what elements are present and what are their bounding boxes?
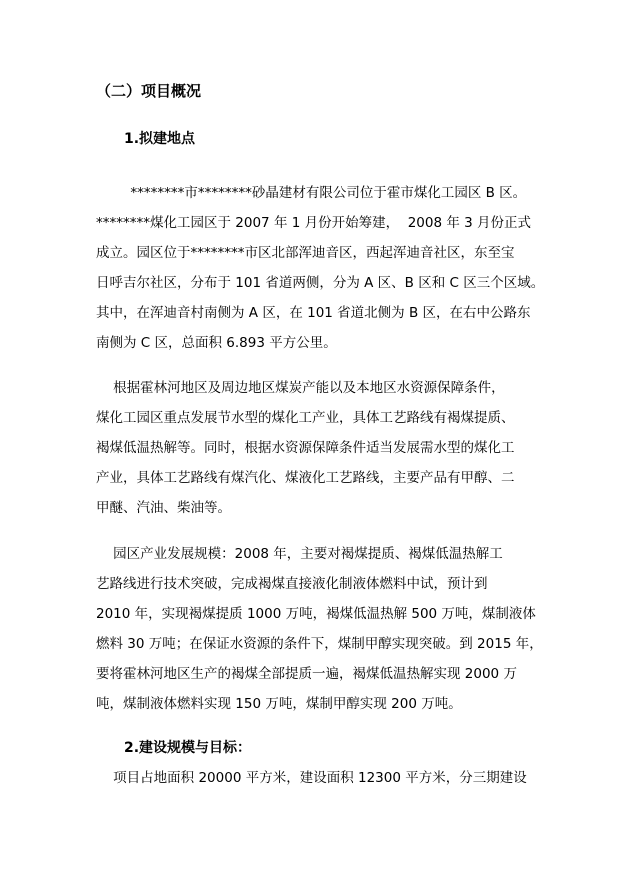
paragraph-scale [96,539,546,719]
section-title: （二）项目概况 [96,82,202,100]
paragraph-industry [96,373,546,523]
paragraph-line: 吨，煤制液体燃料实现 150 万吨，煤制甲醇实现 200 万吨。 [96,696,462,712]
paragraph-line: 褐煤低温热解等。同时，根据水资源保障条件适当发展需水型的煤化工 [96,440,515,456]
paragraph-line: 2010 年，实现褐煤提质 1000 万吨，褐煤低温热解 500 万吨，煤制液体 [96,606,536,622]
subsection-title-location: 1.拟建地点 [124,131,196,147]
paragraph-line: ********市********砂晶建材有限公司位于霍市煤化工园区 B 区。 [96,185,527,201]
paragraph-line: 煤化工园区重点发展节水型的煤化工产业，具体工艺路线有褐煤提质、 [96,410,515,426]
paragraph-area [96,763,546,793]
paragraph-line: 产业，具体工艺路线有煤汽化、煤液化工艺路线，主要产品有甲醇、二 [96,470,515,486]
paragraph-line: 燃料 30 万吨；在保证水资源的条件下，煤制甲醇实现突破。到 2015 年， [96,636,543,652]
paragraph-line: 要将霍林河地区生产的褐煤全部提质一遍，褐煤低温热解实现 2000 万 [96,666,517,682]
paragraph-location [96,178,546,358]
paragraph-line: 甲醚、汽油、柴油等。 [96,500,231,516]
paragraph-line: 日呼吉尔社区，分布于 101 省道两侧，分为 A 区、B 区和 C 区三个区域。 [96,275,545,291]
paragraph-line: 艺路线进行技术突破，完成褐煤直接液化制液体燃料中试，预计到 [96,576,488,592]
subsection-title-scale: 2.建设规模与目标： [124,740,252,756]
paragraph-line: 根据霍林河地区及周边地区煤炭产能以及本地区水资源保障条件， [96,380,505,396]
paragraph-line: 园区产业发展规模：2008 年，主要对褐煤提质、褐煤低温热解工 [96,546,503,562]
paragraph-line: 南侧为 C 区，总面积 6.893 平方公里。 [96,335,337,351]
paragraph-line: 项目占地面积 20000 平方米，建设面积 12300 平方米，分三期建设 [96,770,527,786]
paragraph-line: 其中，在浑迪音村南侧为 A 区，在 101 省道北侧为 B 区，在右中公路东 [96,305,531,321]
paragraph-line: 成立。园区位于********市区北部浑迪音区，西起浑迪音社区，东至宝 [96,245,515,261]
paragraph-line: ********煤化工园区于 2007 年 1 月份开始筹建， 2008 年 3 月份正式 [96,215,532,231]
